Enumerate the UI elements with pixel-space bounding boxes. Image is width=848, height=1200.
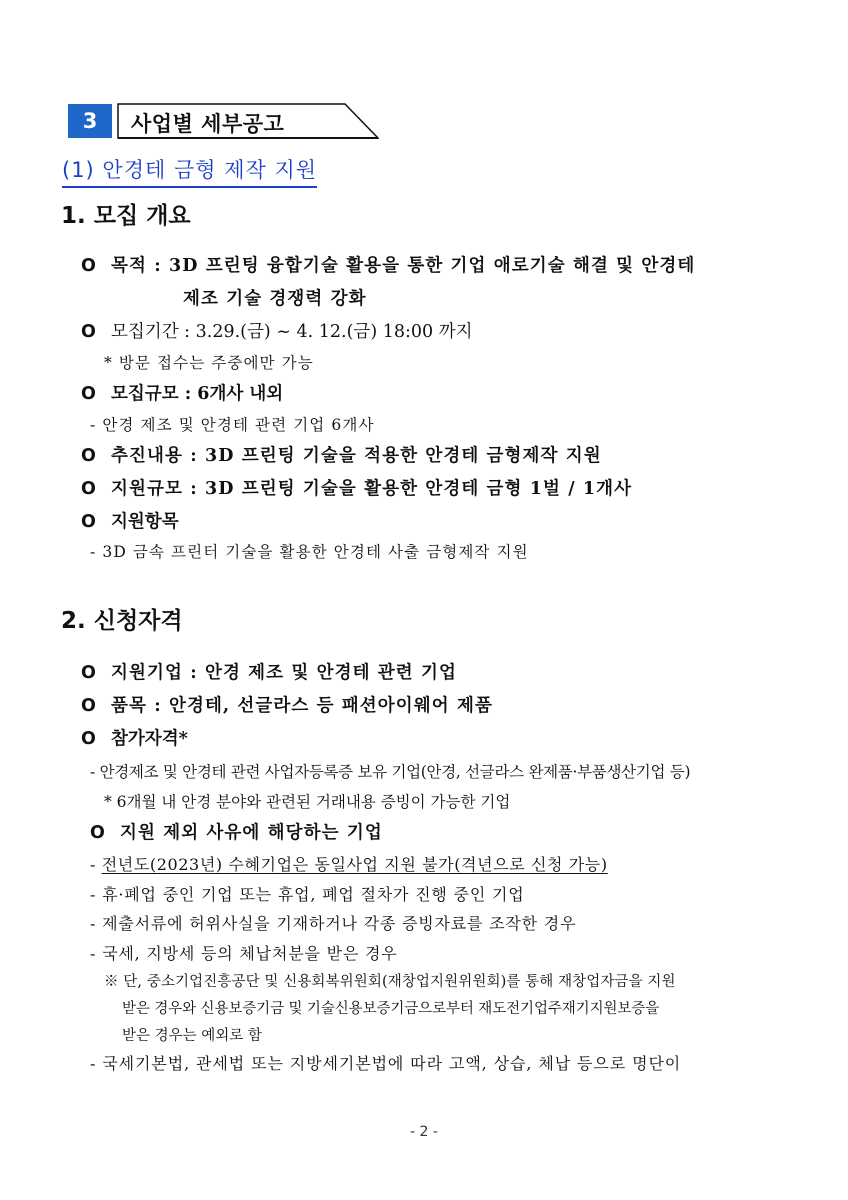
section-subtitle: (1) 안경테 금형 제작 지원: [62, 154, 317, 188]
exclusion-closed-business: - 휴·폐업 중인 기업 또는 휴업, 폐업 절차가 진행 중인 기업: [90, 885, 525, 904]
item-support-items-note: - 3D 금속 프린터 기술을 활용한 안경테 사출 금형제작 지원: [90, 543, 529, 561]
bullet-icon: O: [90, 823, 106, 843]
section-number: 3: [82, 109, 98, 133]
section-number-badge: [68, 104, 112, 138]
bullet-icon: O: [81, 729, 96, 749]
bullet-icon: O: [81, 446, 97, 466]
item-qualification-note1: - 안경제조 및 안경테 관련 사업자등록증 보유 기업(안경, 선글라스 완제품·부품생산기업 등): [90, 763, 691, 781]
item-period: [81, 318, 473, 343]
item-qualification-note2: * 6개월 내 안경 분야와 관련된 거래내용 증빙이 가능한 기업: [104, 793, 511, 811]
heading-recruitment-overview: 1. 모집 개요: [61, 203, 191, 229]
exclusion-false-documents: - 제출서류에 허위사실을 기재하거나 각종 증빙자료를 조작한 경우: [90, 914, 577, 933]
item-qualification-text: 참가자격*: [111, 729, 188, 749]
item-period-text: 모집기간 : 3.29.(금) ~ 4. 12.(금) 18:00 까지: [111, 322, 473, 342]
bullet-icon: O: [81, 512, 96, 532]
exclusion-tax-exception-line1: ※ 단, 중소기업진흥공단 및 신용회복위원회(재창업지원위원회)를 통해 재창업자금을 지원: [104, 974, 676, 990]
bullet-icon: O: [81, 384, 96, 404]
item-support-items-text: 지원항목: [111, 512, 179, 532]
item-exclusion: [90, 819, 383, 844]
item-company-text: 지원기업 : 안경 제조 및 안경테 관련 기업: [111, 663, 457, 683]
item-scale-text: 모집규모 : 6개사 내외: [111, 384, 284, 404]
exclusion-previous-recipient: [90, 852, 608, 875]
exclusion-previous-recipient-text: 전년도(2023년) 수혜기업은 동일사업 지원 불가(격년으로 신청 가능): [101, 855, 608, 874]
exclusion-tax-arrears: - 국세, 지방세 등의 체납처분을 받은 경우: [90, 944, 398, 963]
bullet-icon: O: [81, 322, 96, 342]
item-period-note: * 방문 접수는 주중에만 가능: [104, 354, 314, 372]
item-content-text: 추진내용 : 3D 프린팅 기술을 적용한 안경테 금형제작 지원: [111, 446, 602, 466]
item-purpose-cont: 제조 기술 경쟁력 강화: [183, 289, 367, 309]
item-qualification: [81, 725, 188, 750]
page-number: - 2 -: [410, 1124, 438, 1140]
item-product: [81, 692, 493, 717]
item-scale: [81, 380, 283, 405]
heading-eligibility: 2. 신청자격: [61, 608, 183, 634]
item-purpose: [81, 252, 695, 277]
exclusion-tax-exception-line2: 받은 경우와 신용보증기금 및 기술신용보증기금으로부터 재도전기업주재기지원보증을: [122, 1001, 660, 1017]
section-title: 사업별 세부공고: [131, 112, 285, 136]
exclusion-tax-exception-line3: 받은 경우는 예외로 함: [122, 1028, 262, 1044]
exclusion-delinquent-list: - 국세기본법, 관세법 또는 지방세기본법에 따라 고액, 상습, 체납 등으로 명단이: [90, 1054, 682, 1073]
bullet-icon: O: [81, 256, 97, 276]
item-support-scale: [81, 475, 632, 500]
item-exclusion-text: 지원 제외 사유에 해당하는 기업: [120, 823, 383, 843]
item-company: [81, 659, 457, 684]
item-product-text: 품목 : 안경테, 선글라스 등 패션아이웨어 제품: [111, 696, 493, 716]
bullet-icon: O: [81, 696, 97, 716]
section-title-box: [117, 103, 379, 139]
bullet-icon: O: [81, 663, 97, 683]
item-scale-note: - 안경 제조 및 안경테 관련 기업 6개사: [90, 416, 375, 434]
item-content: [81, 442, 602, 467]
item-support-items: [81, 508, 179, 533]
item-support-scale-text: 지원규모 : 3D 프린팅 기술을 활용한 안경테 금형 1벌 / 1개사: [111, 479, 633, 499]
bullet-icon: O: [81, 479, 97, 499]
item-purpose-text: 목적 : 3D 프린팅 융합기술 활용을 통한 기업 애로기술 해결 및 안경테: [111, 256, 696, 276]
list-dash: -: [90, 855, 102, 874]
